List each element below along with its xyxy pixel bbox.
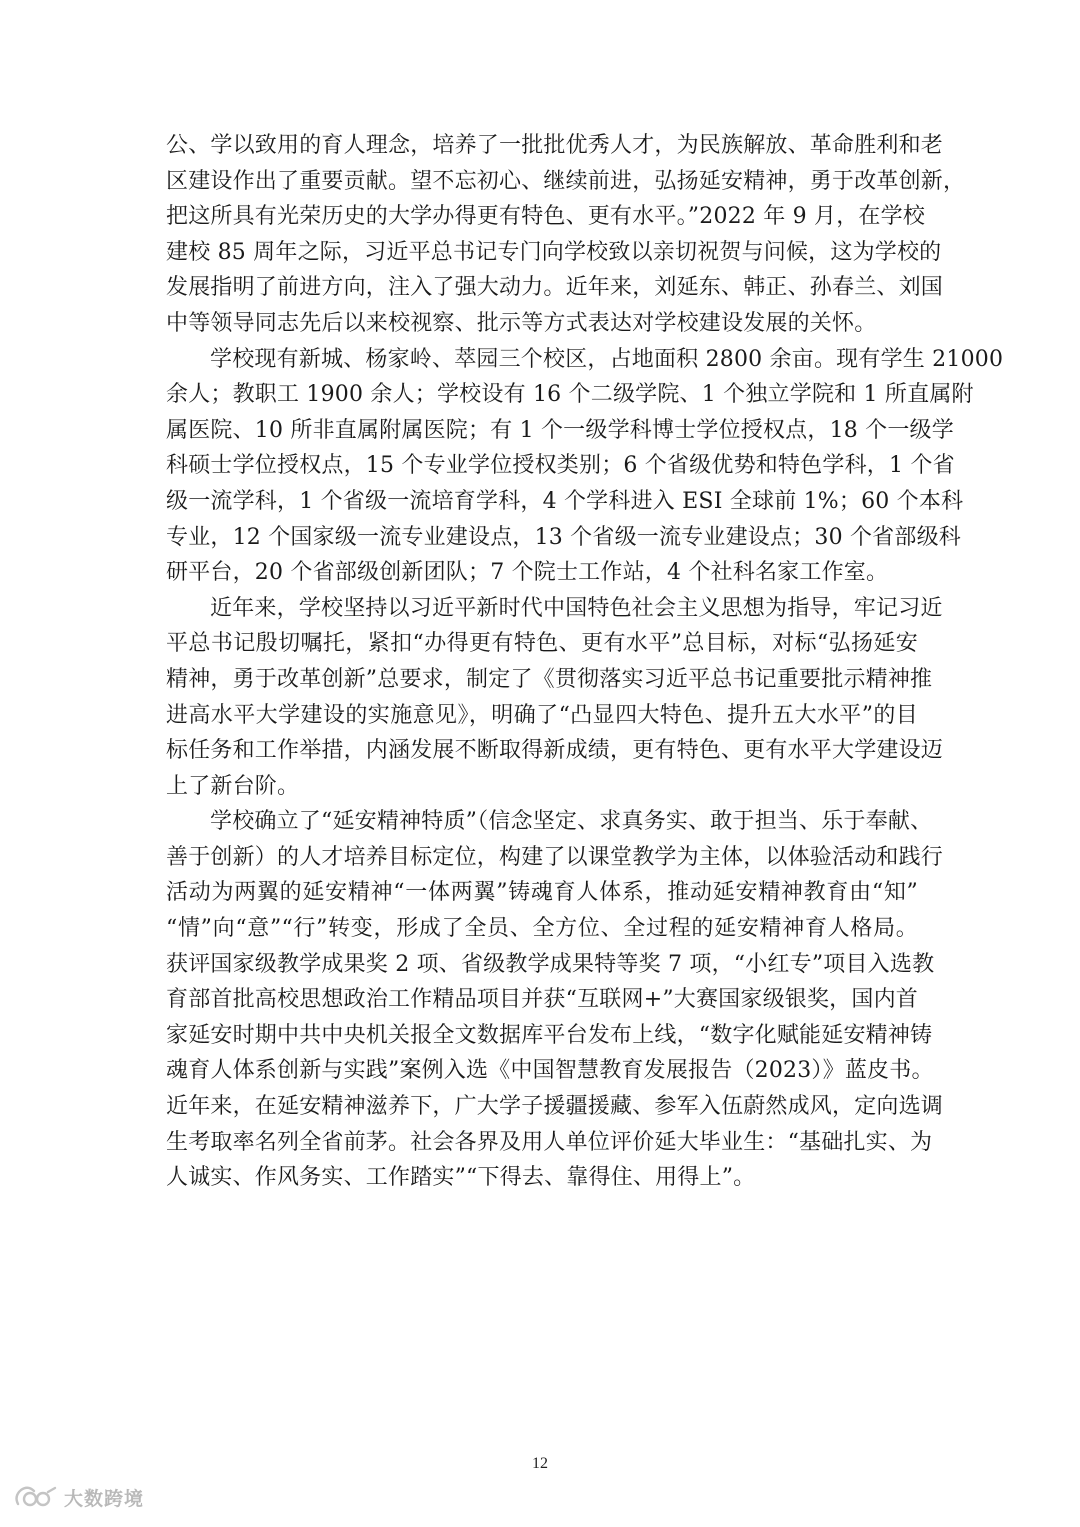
text-line: “情”向“意”“行”转变，形成了全员、全方位、全过程的延安精神育人格局。 [166,916,918,942]
text-line: 专业，12 个国家级一流专业建设点，13 个省级一流专业建设点；30 个省部级科 [166,524,961,550]
paragraph-4 [166,804,944,1196]
text-line: 近年来，在延安精神滋养下，广大学子援疆援藏、参军入伍蔚然成风，定向选调 [166,1094,944,1120]
paragraph-3 [166,591,944,805]
text-line: 人诚实、作风务实、工作踏实”“下得去、靠得住、用得上”。 [166,1165,756,1191]
text-line: 中等领导同志先后以来校视察、批示等方式表达对学校建设发展的关怀。 [166,310,877,336]
text-line: 家延安时期中共中央机关报全文数据库平台发布上线，“数字化赋能延安精神铸 [166,1022,933,1048]
watermark [12,1482,144,1512]
paragraph-2 [166,342,1004,591]
text-line: 公、学以致用的育人理念，培养了一批批优秀人才，为民族解放、革命胜利和老 [166,133,944,158]
text-line: 平总书记殷切嘱托，紧扣“办得更有特色、更有水平”总目标，对标“弘扬延安 [166,631,918,657]
text-line: 区建设作出了重要贡献。望不忘初心、继续前进，弘扬延安精神，勇于改革创新， [166,168,966,194]
text-line: 科硕士学位授权点，15 个专业学位授权类别；6 个省级优势和特色学科，1 个省 [166,453,955,479]
text-line: 把这所具有光荣历史的大学办得更有特色、更有水平。”2022 年 9 月，在学校 [166,204,926,230]
text-line: 学校现有新城、杨家岭、萃园三个校区，占地面积 2800 余亩。现有学生 21000 [210,346,1004,372]
text-line: 研平台，20 个省部级创新团队；7 个院士工作站，4 个社科名家工作室。 [166,560,889,586]
text-line: 善于创新）的人才培养目标定位，构建了以课堂教学为主体，以体验活动和践行 [166,844,944,870]
text-line: 近年来，学校坚持以习近平新时代中国特色社会主义思想为指导，牢记习近 [210,595,943,621]
text-line: 余人；教职工 1900 余人；学校设有 16 个二级学院、1 个独立学院和 1 所直属附 [166,382,974,408]
watermark-text: 大数跨境 [64,1487,145,1510]
text-line: 获评国家级教学成果奖 2 项、省级教学成果特等奖 7 项，“小红专”项目入选教 [166,951,935,977]
document-body [166,128,1004,1196]
text-line: 进高水平大学建设的实施意见》，明确了“凸显四大特色、提升五大水平”的目 [166,702,918,728]
text-line: 级一流学科，1 个省级一流培育学科，4 个学科进入 ESI 全球前 1%；60 个本科 [166,488,964,514]
text-line: 标任务和工作举措，内涵发展不断取得新成绩，更有特色、更有水平大学建设迈 [166,738,944,764]
text-line: 建校 85 周年之际，习近平总书记专门向学校致以亲切祝贺与问候，这为学校的 [166,239,942,265]
paragraph-1 [166,128,966,342]
text-line: 精神，勇于改革创新”总要求，制定了《贯彻落实习近平总书记重要批示精神推 [166,666,933,692]
text-line: 学校确立了“延安精神特质”（信念坚定、求真务实、敢于担当、乐于奉献、 [210,809,933,835]
brand-logo-icon [12,1482,58,1512]
text-line: 发展指明了前进方向，注入了强大动力。近年来，刘延东、韩正、孙春兰、刘国 [166,275,944,301]
text-line: 属医院、10 所非直属附属医院；有 1 个一级学科博士学位授权点，18 个一级学 [166,417,954,443]
text-line: 魂育人体系创新与实践”案例入选《中国智慧教育发展报告（2023）》蓝皮书。 [166,1058,934,1084]
page-number: 12 [532,1455,548,1472]
text-line: 生考取率名列全省前茅。社会各界及用人单位评价延大毕业生：“基础扎实、为 [166,1129,933,1155]
text-line: 活动为两翼的延安精神“一体两翼”铸魂育人体系，推动延安精神教育由“知” [166,880,918,906]
text-line: 育部首批高校思想政治工作精品项目并获“互联网+”大赛国家级银奖，国内首 [166,987,918,1013]
text-line: 上了新台阶。 [166,773,300,799]
